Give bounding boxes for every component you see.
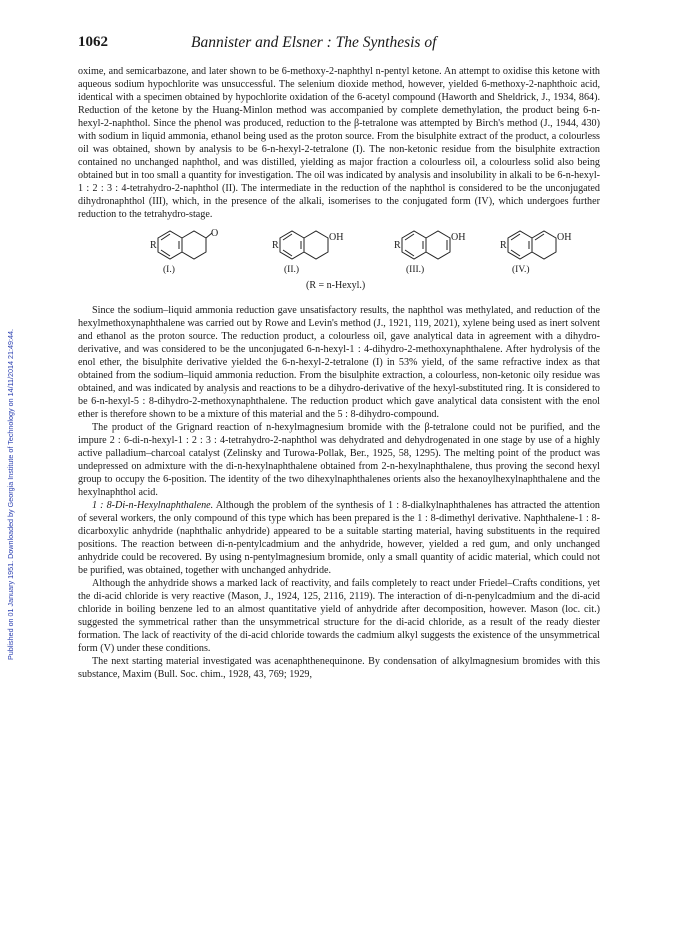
formula-iii-oh: OH bbox=[451, 232, 466, 243]
formula-iii-rings bbox=[402, 231, 450, 259]
formula-ii-rings bbox=[280, 231, 328, 259]
formula-iv-r: R bbox=[500, 240, 507, 251]
formula-ii-r: R bbox=[272, 240, 279, 251]
running-title: Bannister and Elsner : The Synthesis of bbox=[191, 34, 437, 51]
page-header bbox=[78, 34, 598, 54]
formula-iv-rings bbox=[508, 231, 556, 259]
section-heading: 1 : 8-Di-n-Hexylnaphthalene. bbox=[92, 500, 214, 511]
formula-ii-label: (II.) bbox=[284, 265, 300, 275]
formulae-drawing bbox=[78, 224, 600, 298]
paragraph-4-text: Although the problem of the synthesis of 1 : 8-dialkylnaphthalenes has attracted the attention of several workers, the only compound of this type which has been prepared is the 1 : 8-dimethyl derivative. Naphthalene-1 : 8-dicarboxylic anhydride (naphthalic anhydride) appeared to be a suitable starting material, having substituents in the required positions. The reaction between di-n-pentylcadmium and the anhydride, however, yielded a red gum, and only unchanged anhydride could be recovered. By using n-pentylmagnesium bromide, only a small quantity of acidic material, which could not be purified, was obtained, together with unchanged anhydride. bbox=[78, 500, 600, 576]
formula-i-r: R bbox=[150, 240, 157, 251]
article-body bbox=[78, 65, 600, 681]
formula-ii-oh: OH bbox=[329, 232, 344, 243]
paragraph-6: The next starting material investigated was acenaphthenequinone. By condensation of alkylmagnesium bromides with this substance, Maxim (Bull. Soc. chim., 1928, 43, 769; 1929, bbox=[78, 656, 600, 680]
formula-iii-r: R bbox=[394, 240, 401, 251]
publication-side-note[interactable]: Published on 01 January 1951. Downloaded by Georgia Institute of Technology on 14/11/2014 21:49:44. bbox=[6, 329, 15, 660]
formula-iv-oh: OH bbox=[557, 232, 572, 243]
structural-formulae bbox=[78, 224, 600, 298]
paragraph-2: Since the sodium–liquid ammonia reduction gave unsatisfactory results, the naphthol was methylated, and reduction of the hexylmethoxynaphthalene was carried out by Rowe and Levin's method (J., 1921, 119, 2021), xylene being used as inert solvent and ethanol as the proton source. The reduction product, a colourless oil, gave analytical data in agreement with a dihydro-derivative, and was considered to be the unconjugated 6-n-hexyl-1 : 4-dihydro-2-methoxynaphthalene. After hydrolysis of the enol ether, the bisulphite derivative yielded the 6-n-hexyl-2-tetralone (I) in 53% yield, of the same refractive index as that obtained from the sodium–liquid ammonia reduction. From the bisulphite extraction, a colourless, non-ketonic oily residue was obtained, and was indicated by analysis and reactions to be a dihydro-derivative of the hexyl-substituted ring. It is considered to be 6-n-hexyl-5 : 8-dihydro-2-methoxynaphthalene. The reduction product which gave analytical data consistent with the enol ether is therefore shown to be a mixture of this material and the 5 : 8-dihydro-compound. bbox=[78, 305, 600, 420]
formula-iv-label: (IV.) bbox=[512, 265, 530, 275]
page-number: 1062 bbox=[78, 34, 108, 50]
paragraph-5: Although the anhydride shows a marked lack of reactivity, and fails completely to react under Friedel–Crafts conditions, yet the di-acid chloride is very reactive (Mason, J., 1924, 125, 2116, 2119). The interaction of di-n-penylcadmium and the di-acid chloride in boiling benzene led to an almost quantitative yield of anhydride after decomposition, however. Mason (loc. cit.) suggested the symmetrical rather than the unsymmetrical structure for the di-acid chloride, as a result of the ready diester formation. The lack of reactivity of the di-acid chloride towards the cadmium alkyl suggests the existence of the unsymmetrical form (V) under these conditions. bbox=[78, 578, 600, 654]
formula-i-label: (I.) bbox=[163, 265, 175, 275]
formula-i-o: O bbox=[211, 228, 219, 239]
paragraph-3: The product of the Grignard reaction of n-hexylmagnesium bromide with the β-tetralone could not be purified, and the impure 2 : 6-di-n-hexyl-1 : 2 : 3 : 4-tetrahydro-2-naphthol was dehydrated and dehydrogenated in one stage by use of a highly active palladium–charcoal catalyst (Zelinsky and Turowa-Pollak, Ber., 1925, 58, 1295). The melting point of the product was undepressed on admixture with the di-n-hexylnaphthalene obtained from 2-n-hexylnaphthalene, thus proving the second hexyl group to occupy the 6-position. The identity of the two dihexylnaphthalenes orients also the hexanoylhexylnaphthalene and the hexylnaphthol acid. bbox=[78, 422, 600, 498]
formula-i-rings bbox=[158, 231, 212, 259]
formulae-caption: (R = n-Hexyl.) bbox=[306, 280, 366, 291]
formula-iii-label: (III.) bbox=[406, 265, 425, 275]
paragraph-4 bbox=[78, 499, 600, 577]
paragraph-1: oxime, and semicarbazone, and later shown to be 6-methoxy-2-naphthyl n-pentyl ketone. An attempt to oxidise this ketone with aqueous sodium hypochlorite was unsuccessful. The selenium dioxide method, however, yielded 6-methoxy-2-naphthoic acid, identical with a specimen obtained by hypochlorite oxidation of the 6-acetyl compound (Haworth and Sheldrick, J., 1934, 864). Reduction of the ketone by the Huang-Minlon method was accompanied by complete demethylation, the product being 6-n-hexyl-2-naphthol. Since the phenol was produced, reduction to the β-tetralone was attempted by Birch's method (J., 1944, 430) with sodium in liquid ammonia, ethanol being used as the proton source. From the bisulphite extract of the product, a colourless oil was obtained, shown by analysis to be 6-n-hexyl-2-tetralone (I). The non-ketonic residue from the bisulphite extraction contained no unchanged naphthol, and was distilled, yielding as major fraction a colourless oil, a colourless solid also being obtained but in too small a quantity for investigation. The oil was indicated by analysis and insolubility in alkali to be 6-n-hexyl-1 : 2 : 3 : 4-tetrahydro-2-naphthol (II). The intermediate in the reduction of the naphthol is considered to be the unconjugated dihydronaphthol (III), which, in the presence of the alkali, isomerises to the conjugated form (IV), which undergoes further reduction to the tetrahydro-stage. bbox=[78, 66, 600, 220]
